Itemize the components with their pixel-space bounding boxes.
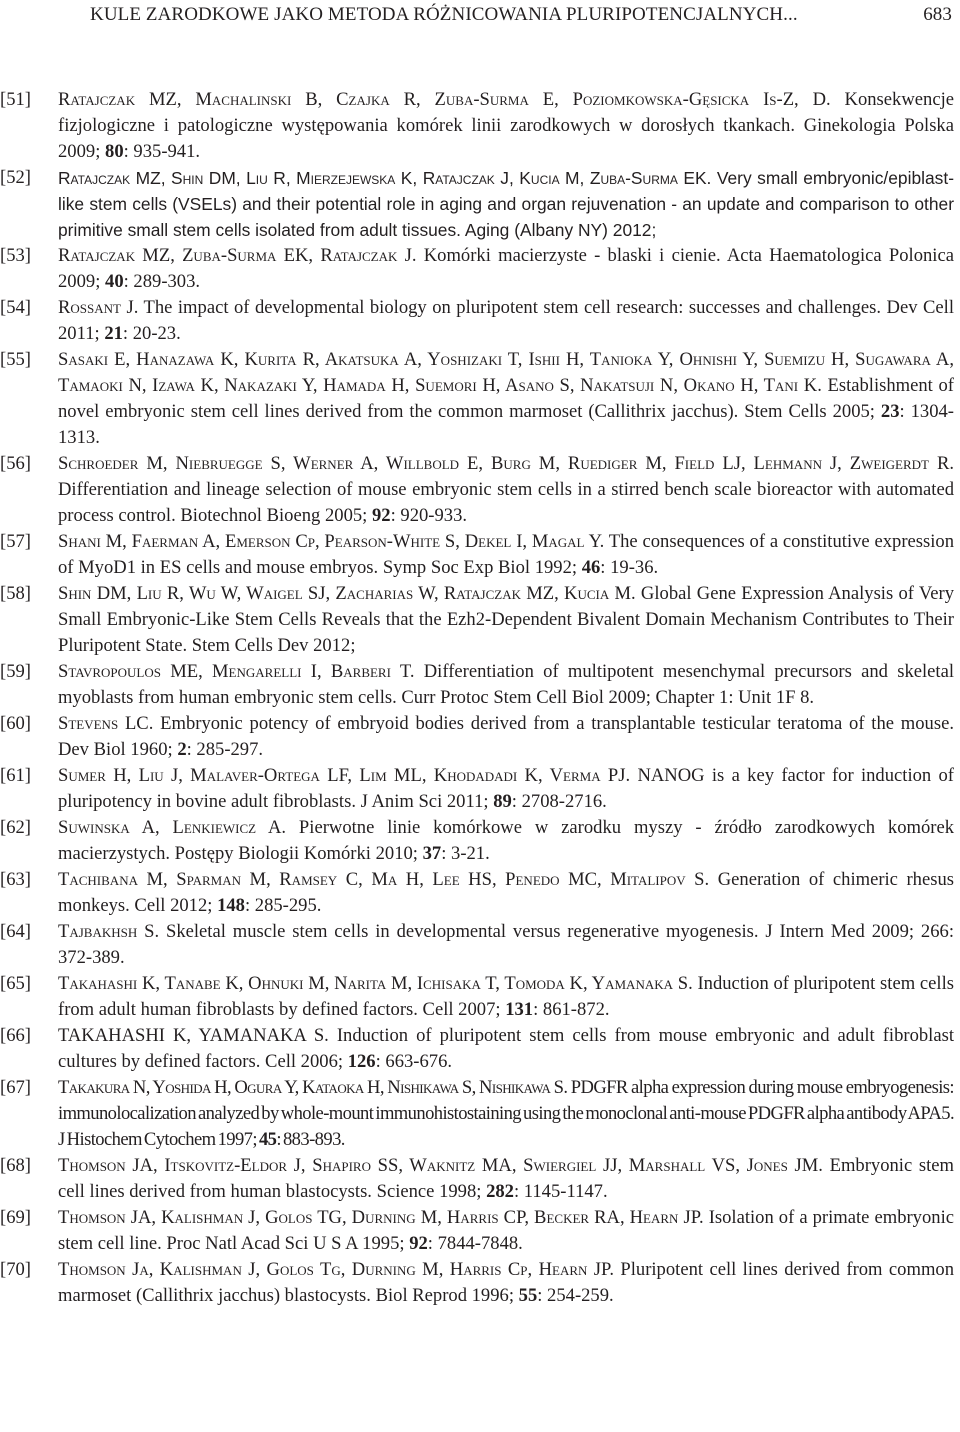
reference-pages: : 1145-1147.: [513, 1181, 608, 1202]
reference-authors: Sumer H, Liu J, Malaver-Ortega LF, Lim ML, Khodadadi K, Verma PJ.: [58, 765, 631, 786]
reference-entry: [0, 1153, 960, 1205]
reference-entry: [0, 581, 960, 659]
reference-text: [58, 451, 960, 529]
reference-citation: Very small embryonic/epiblast-like stem cells (VSELs) and their potential role in aging and organ rejuvenation - an update and comparison to other primitive small stem cells isolated from adult tissues. Aging (Albany NY) 2012;: [58, 168, 954, 240]
reference-text: [58, 295, 960, 347]
reference-volume: 89: [493, 791, 512, 812]
reference-volume: 2: [177, 739, 187, 760]
reference-number: [60]: [0, 713, 31, 734]
reference-citation: Induction of pluripotent stem cells from mouse embryonic and adult fibroblast cultures by defined factors. Cell 2006;: [58, 1025, 954, 1072]
reference-pages: : 883-893.: [276, 1129, 345, 1150]
reference-entry: [0, 971, 960, 1023]
reference-citation: Generation of chimeric rhesus monkeys. Cell 2012;: [58, 869, 954, 916]
reference-text: [58, 971, 960, 1023]
reference-text: [58, 1257, 960, 1309]
reference-pages: : 285-295.: [244, 895, 322, 916]
reference-pages: : 289-303.: [123, 271, 201, 292]
reference-pages: : 254-259.: [537, 1285, 614, 1306]
reference-number: [58]: [0, 583, 31, 604]
reference-entry: [0, 763, 960, 815]
reference-entry: [0, 1205, 960, 1257]
reference-pages: : 1304-1313.: [58, 401, 954, 448]
reference-text: [58, 919, 960, 971]
reference-pages: : 861-872.: [533, 999, 610, 1020]
reference-authors: Schroeder M, Niebruegge S, Werner A, Willbold E, Burg M, Ruediger M, Field LJ, Lehmann J, Zweigerdt R.: [58, 453, 954, 474]
reference-citation: Konsekwencje fizjologiczne i patologiczne występowania komórek linii zarodkowych w dorosłych tkankach. Ginekologia Polska 2009;: [58, 89, 954, 162]
reference-entry: [0, 243, 960, 295]
reference-volume: 46: [581, 557, 601, 578]
reference-volume: 126: [347, 1051, 376, 1072]
reference-entry: [0, 165, 960, 243]
reference-citation: Differentiation of multipotent mesenchymal precursors and skeletal myoblasts from human embryonic stem cells. Curr Protoc Stem Cell Biol 2009; Chapter 1: Unit 1F 8.: [58, 661, 954, 708]
reference-entry: [0, 87, 960, 165]
reference-citation: NANOG is a key factor for induction of pluripotency in bovine adult fibroblasts. J Anim Sci 2011;: [58, 765, 954, 812]
reference-volume: 45: [258, 1129, 277, 1150]
reference-authors: Ratajczak MZ, Machalinski B, Czajka R, Zuba-Surma E, Poziomkowska-Gęsicka Is-Z, D.: [58, 89, 831, 110]
reference-citation: Pluripotent cell lines derived from common marmoset (Callithrix jacchus) blastocysts. Biol Reprod 1996;: [58, 1259, 954, 1306]
reference-entry: [0, 295, 960, 347]
reference-number: [59]: [0, 661, 31, 682]
running-title: KULE ZARODKOWE JAKO METODA RÓŻNICOWANIA PLURIPOTENCJALNYCH...: [90, 4, 798, 25]
reference-volume: 282: [486, 1181, 514, 1202]
reference-number: [62]: [0, 817, 31, 838]
reference-pages: : 285-297.: [186, 739, 264, 760]
reference-citation: Establishment of novel embryonic stem cell lines derived from the common marmoset (Callithrix jacchus). Stem Cells 2005;: [58, 375, 954, 422]
reference-authors: Stavropoulos ME, Mengarelli I, Barberi T.: [58, 661, 415, 682]
reference-text: [58, 815, 960, 867]
reference-text: [58, 165, 960, 243]
reference-text: [58, 711, 960, 763]
reference-number: [56]: [0, 453, 31, 474]
reference-number: [70]: [0, 1259, 31, 1280]
reference-authors: Sasaki E, Hanazawa K, Kurita R, Akatsuka A, Yoshizaki T, Ishii H, Tanioka Y, Ohnishi Y, Suemizu H, Sugawara A, Tamaoki N, Izawa K, Nakazaki Y, Hamada H, Suemori H, Asano S, Nakatsuji N, Okano H, Tani K.: [58, 349, 954, 396]
reference-pages: : 935-941.: [123, 141, 201, 162]
reference-entry: [0, 1023, 960, 1075]
reference-citation: Global Gene Expression Analysis of Very Small Embryonic-Like Stem Cells Reveals that the Ezh2-Dependent Bivalent Domain Mechanism Contributes to Their Pluripotent State. Stem Cells Dev 2012;: [58, 583, 954, 656]
reference-text: [58, 1075, 960, 1153]
reference-text: [58, 529, 960, 581]
reference-text: [58, 659, 960, 711]
reference-text: [58, 763, 960, 815]
reference-volume: 37: [422, 843, 442, 864]
reference-pages: : 7844-7848.: [427, 1233, 523, 1254]
reference-text: [58, 347, 960, 451]
reference-authors: Ratajczak MZ, Zuba-Surma EK, Ratajczak J.: [58, 245, 417, 266]
reference-number: [55]: [0, 349, 31, 370]
reference-volume: 131: [505, 999, 534, 1020]
reference-citation: Induction of pluripotent stem cells from adult human fibroblasts by defined factors. Cell 2007;: [58, 973, 954, 1020]
reference-number: [51]: [0, 89, 31, 110]
reference-pages: : 663-676.: [375, 1051, 453, 1072]
reference-authors: Suwinska A, Lenkiewicz A.: [58, 817, 287, 838]
reference-number: [54]: [0, 297, 31, 318]
reference-volume: 21: [104, 323, 123, 344]
reference-number: [67]: [0, 1077, 31, 1098]
reference-number: [66]: [0, 1025, 31, 1046]
reference-authors: Ratajczak MZ, Shin DM, Liu R, Mierzejewska K, Ratajczak J, Kucia M, Zuba-Surma EK.: [58, 168, 712, 188]
reference-number: [63]: [0, 869, 31, 890]
reference-citation: The consequences of a constitutive expression of MyoD1 in ES cells and mouse embryos. Symp Soc Exp Biol 1992;: [58, 531, 954, 578]
reference-citation: Komórki macierzyste - blaski i cienie. Acta Haematologica Polonica 2009;: [58, 245, 954, 292]
reference-pages: : 2708-2716.: [511, 791, 607, 812]
reference-text: [58, 87, 960, 165]
reference-authors: Thomson JA, Itskovitz-Eldor J, Shapiro SS, Waknitz MA, Swiergiel JJ, Marshall VS, Jones JM.: [58, 1155, 823, 1176]
reference-number: [64]: [0, 921, 31, 942]
reference-text: [58, 243, 960, 295]
reference-number: [53]: [0, 245, 31, 266]
reference-text: [58, 1205, 960, 1257]
reference-citation: Pierwotne linie komórkowe w zarodku myszy - źródło zarodkowych komórek macierzystych. Postępy Biologii Komórki 2010;: [58, 817, 954, 864]
reference-text: [58, 1153, 960, 1205]
reference-number: [52]: [0, 167, 31, 188]
reference-authors: Tachibana M, Sparman M, Ramsey C, Ma H, Lee HS, Penedo MC, Mitalipov S.: [58, 869, 710, 890]
page-number: 683: [923, 4, 952, 25]
reference-volume: 23: [880, 401, 900, 422]
reference-entry: [0, 451, 960, 529]
reference-citation: Skeletal muscle stem cells in developmental versus regenerative myogenesis. J Intern Med 2009; 266: 372-389.: [58, 921, 954, 968]
reference-pages: : 19-36.: [600, 557, 659, 578]
reference-entry: [0, 529, 960, 581]
reference-entry: [0, 1075, 960, 1153]
reference-authors: Stevens LC.: [58, 713, 154, 734]
reference-authors: Shin DM, Liu R, Wu W, Waigel SJ, Zacharias W, Ratajczak MZ, Kucia M.: [58, 583, 636, 604]
reference-pages: : 3-21.: [441, 843, 490, 864]
reference-citation: Differentiation and lineage selection of mouse embryonic stem cells in a stirred bench scale bioreactor with automated process control. Biotechnol Bioeng 2005;: [58, 479, 954, 526]
reference-list: [0, 87, 960, 1309]
reference-text: [58, 581, 960, 659]
reference-citation: PDGFR alpha expression during mouse embryogenesis: immunolocalization analyzed by whole-mount immunohistostaining using the monoclonal anti-mouse PDGFR alpha antibody APA5. J Histochem Cytochem 1997;: [58, 1077, 954, 1150]
reference-authors: Shani M, Faerman A, Emerson Cp, Pearson-White S, Dekel I, Magal Y.: [58, 531, 605, 552]
reference-text: [58, 1023, 960, 1075]
reference-volume: 80: [105, 141, 124, 162]
reference-volume: 55: [518, 1285, 538, 1306]
reference-number: [69]: [0, 1207, 31, 1228]
reference-entry: [0, 867, 960, 919]
reference-volume: 148: [217, 895, 245, 916]
reference-number: [61]: [0, 765, 31, 786]
reference-citation: Embryonic stem cell lines derived from human blastocysts. Science 1998;: [58, 1155, 954, 1202]
reference-entry: [0, 1257, 960, 1309]
reference-number: [68]: [0, 1155, 31, 1176]
reference-pages: : 920-933.: [390, 505, 468, 526]
reference-text: [58, 867, 960, 919]
reference-authors: Takahashi K, Tanabe K, Ohnuki M, Narita M, Ichisaka T, Tomoda K, Yamanaka S.: [58, 973, 693, 994]
running-header: [90, 4, 952, 32]
reference-entry: [0, 919, 960, 971]
reference-authors: Takakura N, Yoshida H, Ogura Y, Kataoka H, Nishikawa S, Nishikawa S.: [58, 1077, 568, 1098]
reference-authors: Thomson JA, Kalishman J, Golos TG, Durning M, Harris CP, Becker RA, Hearn JP.: [58, 1207, 704, 1228]
reference-citation: Embryonic potency of embryoid bodies derived from a transplantable testicular teratoma of the mouse. Dev Biol 1960;: [58, 713, 954, 760]
reference-volume: 40: [105, 271, 124, 292]
reference-number: [65]: [0, 973, 31, 994]
reference-authors: Thomson Ja, Kalishman J, Golos Tg, Durning M, Harris Cp, Hearn JP.: [58, 1259, 614, 1280]
reference-citation: The impact of developmental biology on pluripotent stem cell research: successes and challenges. Dev Cell 2011;: [58, 297, 954, 344]
reference-citation: Isolation of a primate embryonic stem cell line. Proc Natl Acad Sci U S A 1995;: [58, 1207, 954, 1254]
reference-entry: [0, 659, 960, 711]
reference-authors: TAKAHASHI K, YAMANAKA S.: [58, 1025, 329, 1046]
reference-number: [57]: [0, 531, 31, 552]
reference-entry: [0, 347, 960, 451]
reference-authors: Tajbakhsh S.: [58, 921, 160, 942]
reference-volume: 92: [371, 505, 391, 526]
reference-entry: [0, 711, 960, 763]
reference-pages: : 20-23.: [122, 323, 181, 344]
reference-volume: 92: [409, 1233, 428, 1254]
reference-authors: Rossant J.: [58, 297, 139, 318]
reference-entry: [0, 815, 960, 867]
